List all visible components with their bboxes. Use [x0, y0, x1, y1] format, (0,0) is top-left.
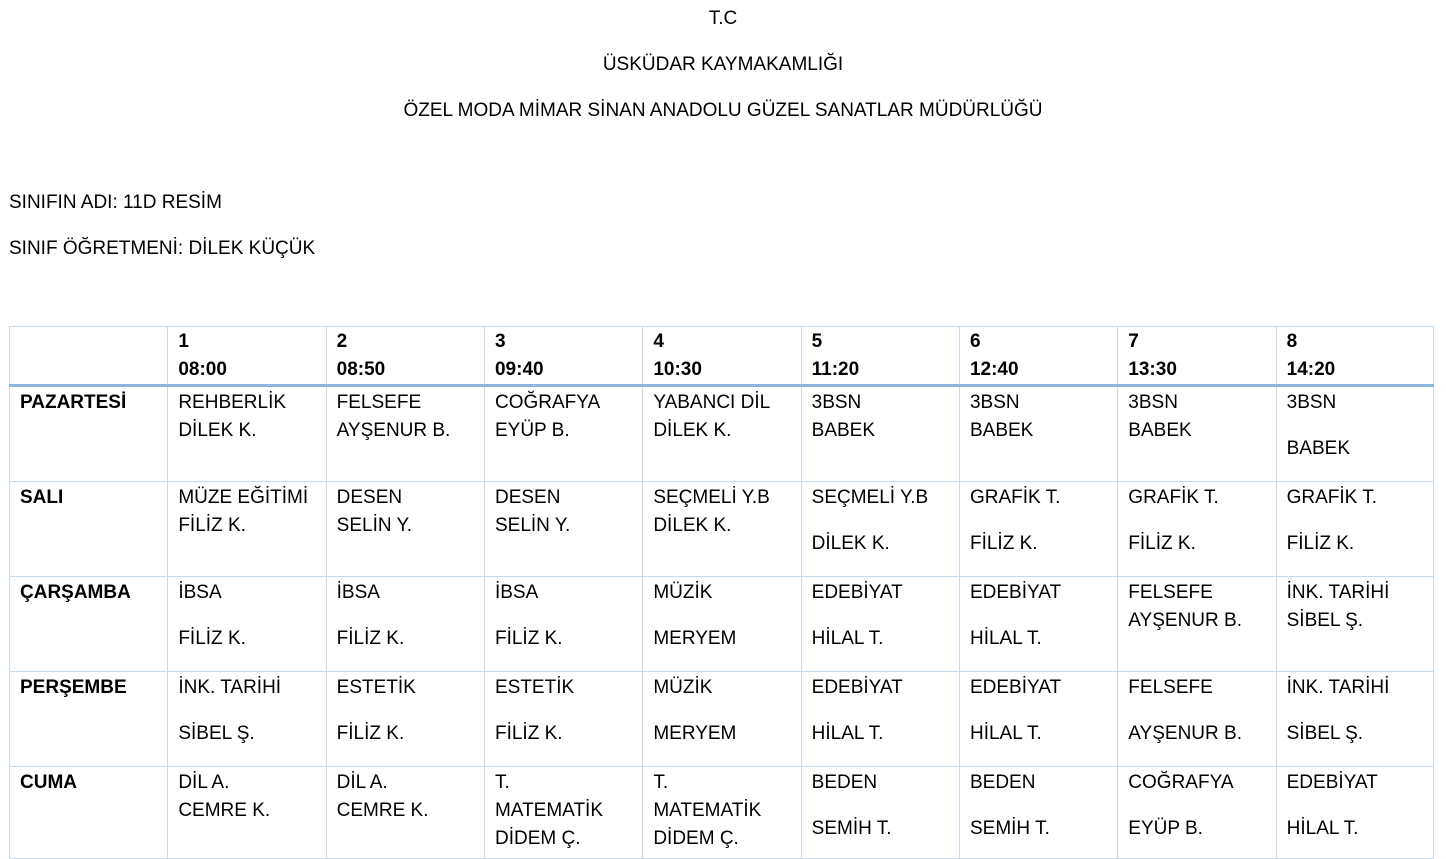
header-district: ÜSKÜDAR KAYMAKAMLIĞI — [602, 54, 844, 75]
class-teacher: SINIF ÖĞRETMENİ: DİLEK KÜÇÜK — [9, 238, 316, 259]
lesson-cell — [1118, 672, 1276, 767]
lesson-subject: EDEBİYAT — [811, 677, 903, 698]
day-label: ÇARŞAMBA — [20, 582, 131, 603]
lesson-subject: ESTETİK — [336, 677, 416, 698]
period-time: 12:40 — [969, 359, 1019, 380]
cell-spacer — [1128, 797, 1275, 815]
cell-spacer — [495, 702, 642, 720]
period-time: 14:20 — [1286, 359, 1336, 380]
lesson-subject: FELSEFE — [336, 392, 422, 413]
lesson-cell — [326, 577, 484, 672]
lesson-teacher: HİLAL T. — [969, 628, 1042, 649]
lesson-teacher: DİLEK K. — [178, 420, 257, 441]
lesson-teacher: SELİN Y. — [336, 515, 413, 536]
lesson-cell — [959, 577, 1117, 672]
lesson-subject: GRAFİK T. — [1128, 487, 1219, 508]
lesson-cell — [326, 386, 484, 482]
lesson-cell — [484, 386, 642, 482]
period-time: 10:30 — [653, 359, 702, 380]
lesson-cell — [168, 482, 326, 577]
cell-spacer — [495, 607, 642, 625]
period-header-8 — [1276, 327, 1433, 386]
header-tc: T.C — [708, 8, 738, 29]
lesson-cell — [643, 386, 801, 482]
lesson-teacher: BABEK — [811, 420, 876, 441]
day-row — [10, 482, 1434, 577]
lesson-cell — [959, 482, 1117, 577]
cell-spacer — [970, 512, 1117, 530]
lesson-subject: İNK. TARİHİ — [1286, 582, 1390, 603]
cell-spacer — [1287, 797, 1433, 815]
cell-spacer — [337, 702, 484, 720]
lesson-cell — [959, 767, 1117, 859]
lesson-subject: MÜZİK — [653, 677, 713, 698]
lesson-subject: EDEBİYAT — [1286, 772, 1378, 793]
lesson-cell — [168, 577, 326, 672]
lesson-teacher: SEMİH T. — [811, 818, 892, 839]
lesson-teacher: AYŞENUR B. — [1128, 610, 1242, 631]
header-school: ÖZEL MODA MİMAR SİNAN ANADOLU GÜZEL SANATLAR MÜDÜRLÜĞÜ — [403, 100, 1043, 121]
lesson-cell — [1276, 386, 1433, 482]
cell-spacer — [1128, 512, 1275, 530]
lesson-subject: COĞRAFYA — [494, 392, 601, 413]
day-label: CUMA — [20, 772, 77, 793]
lesson-subject: MÜZİK — [653, 582, 713, 603]
period-time: 13:30 — [1128, 359, 1177, 380]
period-number: 6 — [969, 331, 981, 352]
cell-spacer — [970, 797, 1117, 815]
lesson-teacher: FİLİZ K. — [336, 723, 405, 744]
lesson-subject: EDEBİYAT — [811, 582, 903, 603]
lesson-subject: 3BSN — [969, 392, 1020, 413]
period-time: 11:20 — [811, 359, 860, 380]
lesson-cell — [643, 577, 801, 672]
lesson-teacher: HİLAL T. — [1286, 818, 1359, 839]
lesson-teacher: FİLİZ K. — [494, 723, 563, 744]
lesson-subject: DİL A. — [178, 772, 230, 793]
period-header-4 — [643, 327, 801, 386]
lesson-teacher: DİLEK K. — [653, 420, 732, 441]
cell-spacer — [1128, 702, 1275, 720]
lesson-subject: İNK. TARİHİ — [178, 677, 282, 698]
lesson-subject: İBSA — [494, 582, 539, 603]
period-header-3 — [484, 327, 642, 386]
day-row — [10, 767, 1434, 859]
day-row — [10, 672, 1434, 767]
lesson-subject: MÜZE EĞİTİMİ — [178, 487, 309, 508]
lesson-cell — [1118, 386, 1276, 482]
lesson-subject: İBSA — [178, 582, 222, 603]
day-name — [10, 386, 168, 482]
lesson-teacher: FİLİZ K. — [178, 628, 246, 649]
period-header-7 — [1118, 327, 1276, 386]
lesson-cell — [484, 482, 642, 577]
lesson-cell — [643, 482, 801, 577]
lesson-teacher: FİLİZ K. — [969, 533, 1038, 554]
lesson-teacher: EYÜP B. — [494, 420, 570, 441]
day-name — [10, 577, 168, 672]
lesson-subject: DESEN — [336, 487, 403, 508]
lesson-teacher: HİLAL T. — [811, 628, 884, 649]
lesson-teacher: HİLAL T. — [969, 723, 1042, 744]
lesson-cell — [801, 767, 959, 859]
lesson-subject: REHBERLİK — [178, 392, 287, 413]
cell-spacer — [970, 607, 1117, 625]
lesson-cell — [959, 672, 1117, 767]
lesson-cell — [643, 672, 801, 767]
lesson-subject: GRAFİK T. — [1286, 487, 1378, 508]
lesson-teacher: SİBEL Ş. — [178, 723, 255, 744]
period-time: 08:00 — [178, 359, 227, 380]
period-number: 4 — [653, 331, 664, 352]
lesson-cell — [1118, 482, 1276, 577]
lesson-subject: FELSEFE — [1128, 677, 1213, 698]
lesson-teacher: FİLİZ K. — [1128, 533, 1196, 554]
lesson-cell — [1276, 767, 1433, 859]
lesson-subject: İBSA — [336, 582, 380, 603]
lesson-cell — [326, 482, 484, 577]
day-row — [10, 577, 1434, 672]
timetable — [9, 326, 1434, 859]
cell-spacer — [653, 702, 800, 720]
lesson-subject: BEDEN — [811, 772, 878, 793]
lesson-teacher: CEMRE K. — [336, 800, 429, 821]
lesson-subject: YABANCI DİL — [653, 392, 771, 413]
header-corner-cell — [10, 327, 168, 386]
period-number: 5 — [811, 331, 823, 352]
period-number: 7 — [1128, 331, 1139, 352]
cell-spacer — [337, 607, 484, 625]
lesson-cell — [484, 672, 642, 767]
lesson-cell — [1276, 577, 1433, 672]
lesson-teacher: SEMİH T. — [969, 818, 1050, 839]
timetable-body — [10, 386, 1434, 859]
lesson-subject: SEÇMELİ Y.B — [811, 487, 929, 508]
lesson-cell — [1276, 672, 1433, 767]
lesson-subject-continued: MATEMATİK — [653, 800, 762, 821]
day-label: PERŞEMBE — [20, 677, 127, 698]
lesson-cell — [168, 672, 326, 767]
lesson-teacher: FİLİZ K. — [1286, 533, 1355, 554]
lesson-cell — [801, 386, 959, 482]
lesson-cell — [1276, 482, 1433, 577]
cell-spacer — [178, 702, 325, 720]
lesson-teacher: BABEK — [1128, 420, 1192, 441]
lesson-teacher: DİDEM Ç. — [494, 828, 581, 849]
lesson-subject: 3BSN — [1128, 392, 1178, 413]
lesson-subject: FELSEFE — [1128, 582, 1213, 603]
lesson-subject: BEDEN — [969, 772, 1036, 793]
lesson-teacher: MERYEM — [653, 723, 737, 744]
lesson-subject: T. — [653, 772, 669, 793]
lesson-cell — [168, 767, 326, 859]
lesson-teacher: DİDEM Ç. — [653, 828, 739, 849]
period-header-6 — [959, 327, 1117, 386]
lesson-teacher: FİLİZ K. — [494, 628, 563, 649]
lesson-teacher: DİLEK K. — [811, 533, 890, 554]
cell-spacer — [1287, 512, 1433, 530]
period-number: 2 — [336, 331, 348, 352]
day-name — [10, 672, 168, 767]
day-label: SALI — [20, 487, 64, 508]
lesson-teacher: FİLİZ K. — [336, 628, 405, 649]
lesson-cell — [326, 767, 484, 859]
lesson-teacher: AYŞENUR B. — [1128, 723, 1242, 744]
cell-spacer — [812, 607, 959, 625]
lesson-cell — [484, 577, 642, 672]
cell-spacer — [178, 607, 325, 625]
lesson-subject: ESTETİK — [494, 677, 575, 698]
lesson-subject: 3BSN — [1286, 392, 1337, 413]
lesson-teacher: HİLAL T. — [811, 723, 884, 744]
day-row — [10, 386, 1434, 482]
period-time: 08:50 — [336, 359, 386, 380]
lesson-cell — [168, 386, 326, 482]
lesson-subject: COĞRAFYA — [1128, 772, 1234, 793]
cell-spacer — [812, 797, 959, 815]
day-name — [10, 482, 168, 577]
lesson-teacher: BABEK — [1286, 438, 1350, 459]
lesson-teacher: AYŞENUR B. — [336, 420, 451, 441]
day-name — [10, 767, 168, 859]
class-name: SINIFIN ADI: 11D RESİM — [9, 192, 222, 213]
lesson-teacher: SİBEL Ş. — [1286, 723, 1364, 744]
lesson-subject: T. — [494, 772, 510, 793]
lesson-cell — [959, 386, 1117, 482]
lesson-teacher: SELİN Y. — [494, 515, 571, 536]
lesson-teacher: MERYEM — [653, 628, 737, 649]
lesson-teacher: SİBEL Ş. — [1286, 610, 1364, 631]
lesson-cell — [1118, 577, 1276, 672]
cell-spacer — [812, 512, 959, 530]
lesson-subject: 3BSN — [811, 392, 862, 413]
lesson-teacher: BABEK — [969, 420, 1034, 441]
lesson-subject: SEÇMELİ Y.B — [653, 487, 770, 508]
cell-spacer — [1287, 702, 1433, 720]
period-number: 8 — [1286, 331, 1298, 352]
lesson-teacher: CEMRE K. — [178, 800, 271, 821]
lesson-cell — [801, 482, 959, 577]
period-header-5 — [801, 327, 959, 386]
period-time: 09:40 — [494, 359, 544, 380]
lesson-teacher: DİLEK K. — [653, 515, 732, 536]
lesson-cell — [1118, 767, 1276, 859]
lesson-subject: DESEN — [494, 487, 561, 508]
cell-spacer — [812, 702, 959, 720]
lesson-subject: İNK. TARİHİ — [1286, 677, 1390, 698]
period-number: 1 — [178, 331, 189, 352]
lesson-cell — [801, 577, 959, 672]
lesson-cell — [484, 767, 642, 859]
day-label: PAZARTESİ — [20, 392, 127, 413]
lesson-subject: EDEBİYAT — [969, 582, 1062, 603]
lesson-cell — [326, 672, 484, 767]
lesson-teacher: EYÜP B. — [1128, 818, 1203, 839]
lesson-subject: EDEBİYAT — [969, 677, 1062, 698]
lesson-teacher: FİLİZ K. — [178, 515, 246, 536]
cell-spacer — [1287, 417, 1433, 435]
period-number: 3 — [494, 331, 506, 352]
lesson-cell — [643, 767, 801, 859]
lesson-subject: GRAFİK T. — [969, 487, 1061, 508]
period-header-2 — [326, 327, 484, 386]
lesson-cell — [801, 672, 959, 767]
cell-spacer — [653, 607, 800, 625]
period-header-1 — [168, 327, 326, 386]
lesson-subject-continued: MATEMATİK — [494, 800, 604, 821]
cell-spacer — [970, 702, 1117, 720]
lesson-subject: DİL A. — [336, 772, 388, 793]
timetable-header-row — [10, 327, 1434, 386]
